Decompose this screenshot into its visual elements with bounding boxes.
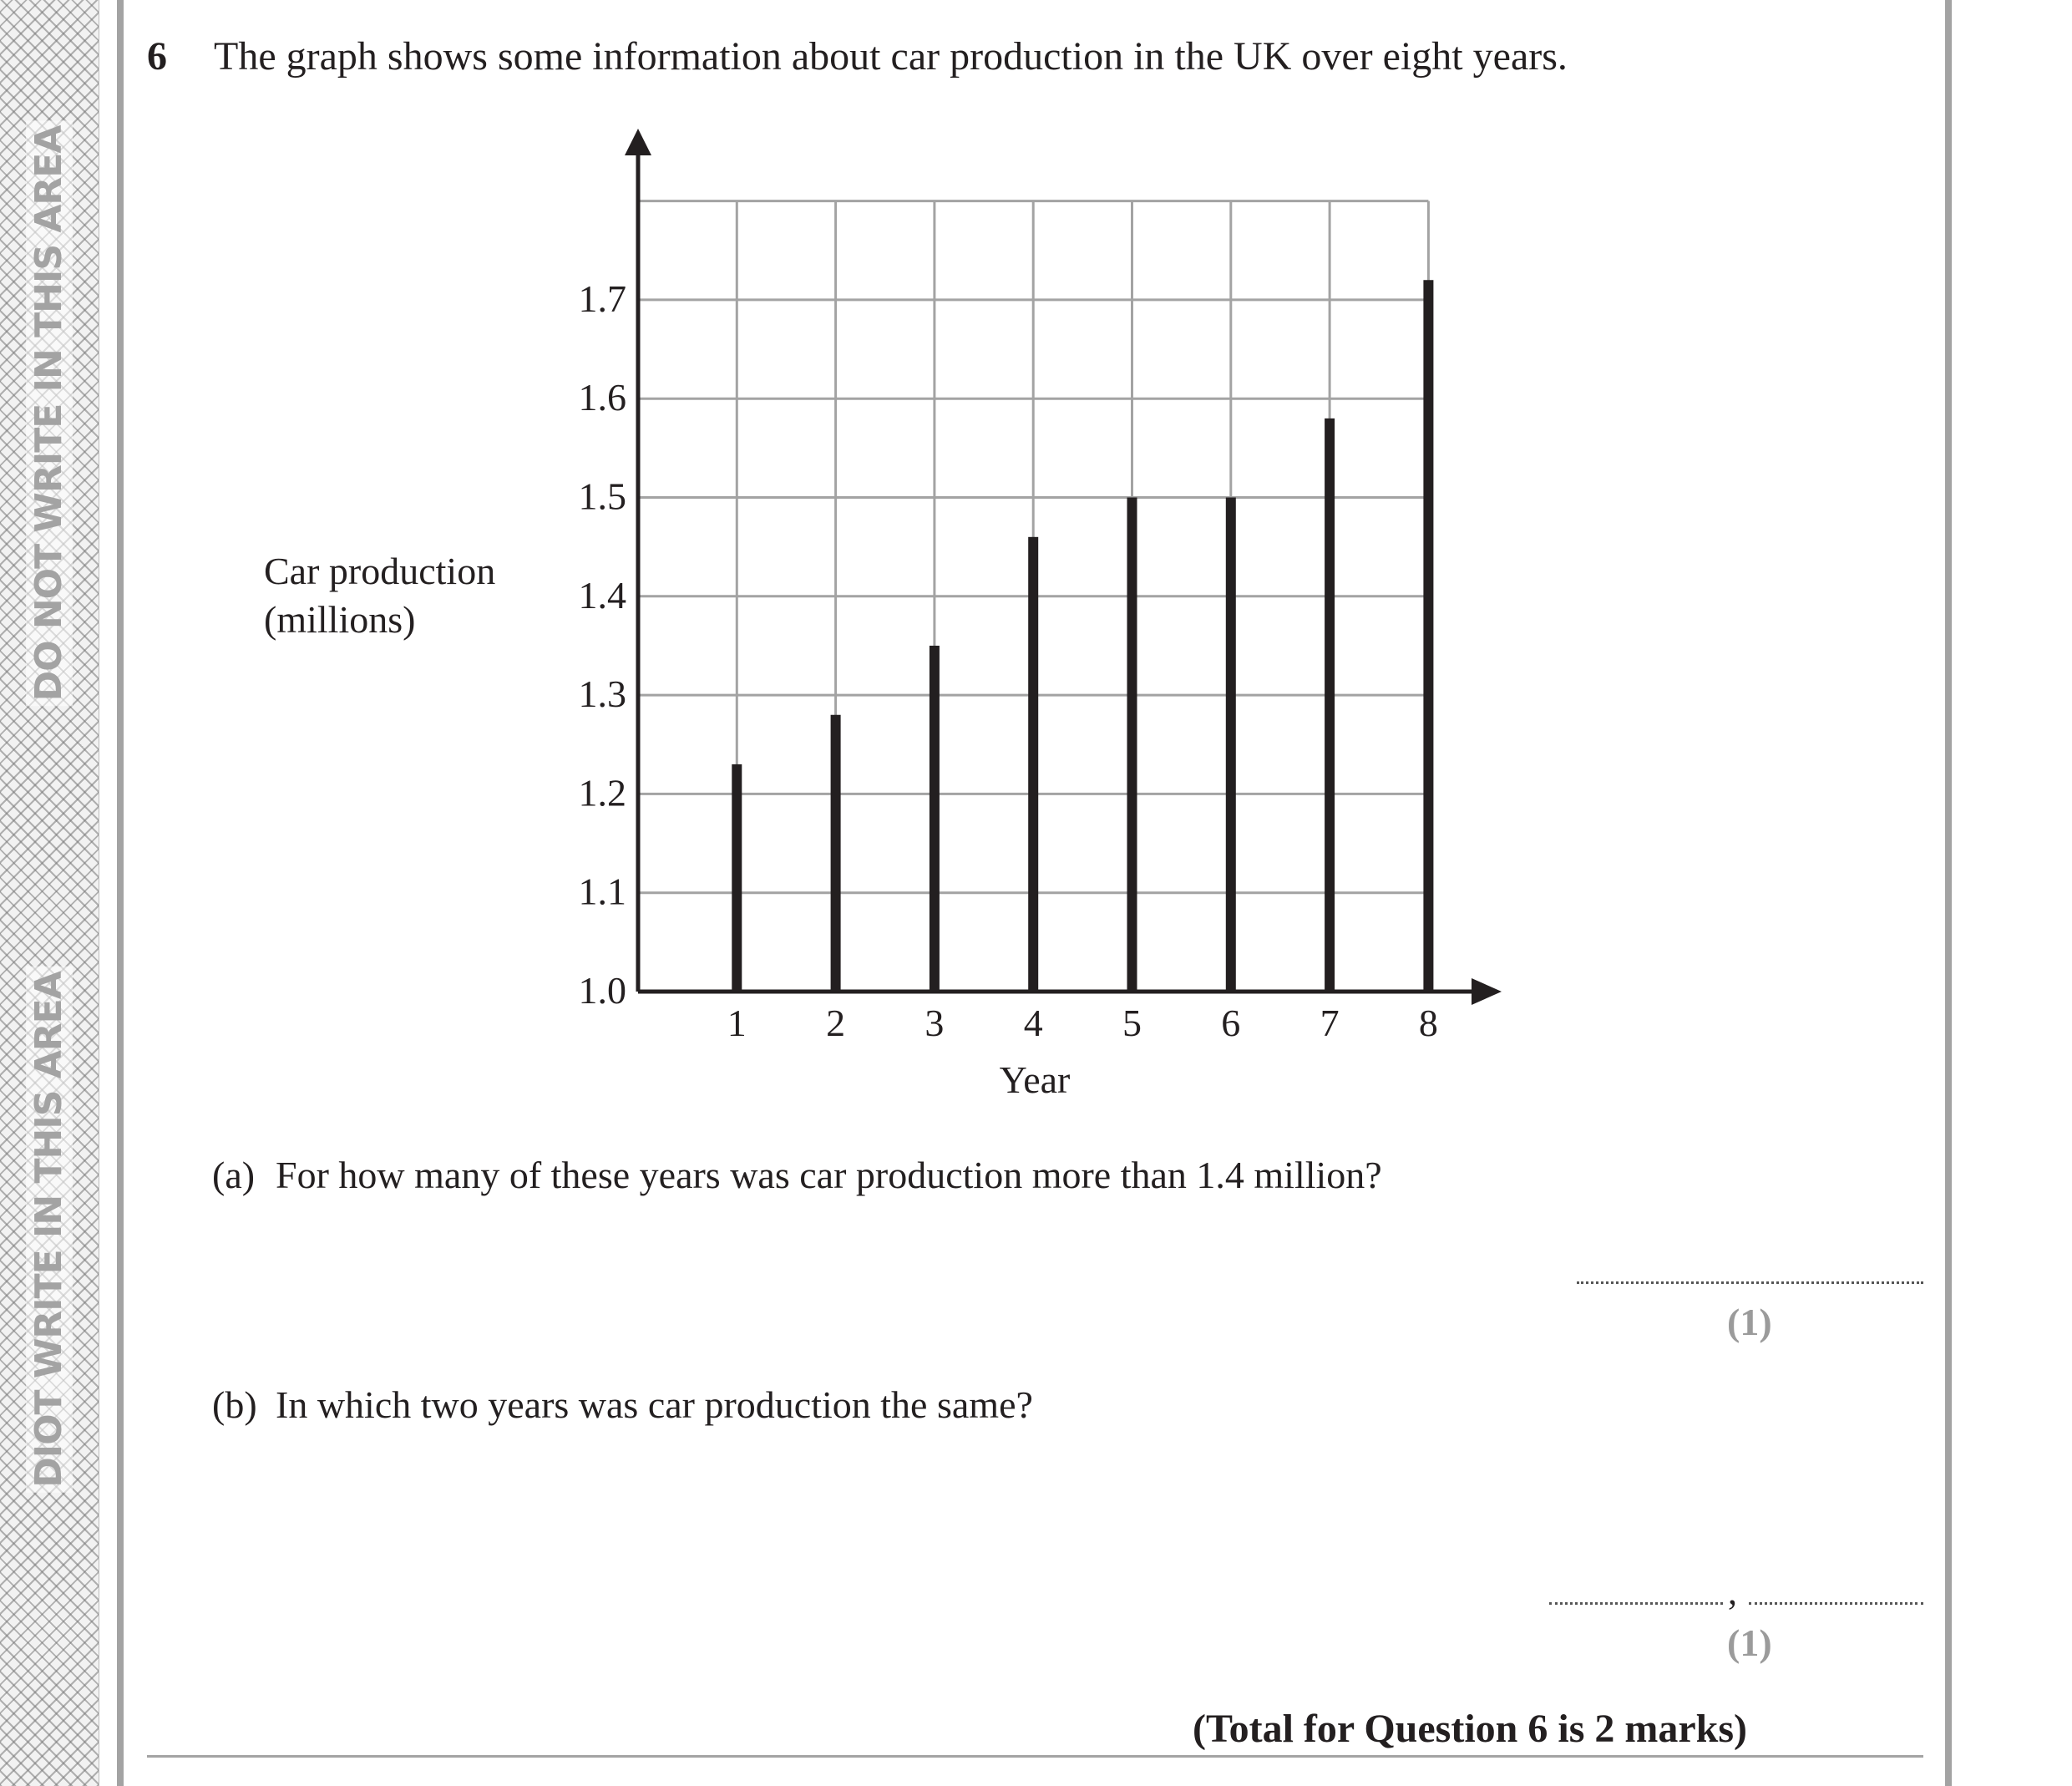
answer-line-b-second[interactable] (1749, 1602, 1923, 1605)
answer-separator: , (1728, 1571, 1737, 1612)
chart-tick-labels (579, 277, 1438, 1044)
part-a-mark: (1) (1727, 1301, 1772, 1343)
y-tick-label: 1.1 (578, 870, 626, 913)
chart-bars (732, 280, 1433, 992)
margin-warning-lower: DIOT WRITE IN THIS AREA (26, 967, 73, 1493)
x-tick-label: 7 (1320, 1002, 1340, 1044)
bar-year-2 (831, 715, 841, 992)
y-tick-label: 1.4 (578, 573, 626, 616)
bar-year-3 (930, 646, 940, 992)
x-axis-arrow (1472, 978, 1502, 1005)
part-b-text: In which two years was car production the same? (276, 1383, 1033, 1426)
question-text: The graph shows some information about car production in the UK over eight years. (214, 34, 1568, 79)
bottom-rule (147, 1755, 1923, 1758)
x-tick-label: 4 (1023, 1002, 1043, 1044)
bar-year-1 (732, 764, 742, 992)
part-a (212, 1153, 1382, 1197)
x-tick-label: 6 (1221, 1002, 1241, 1044)
y-axis-label-line-2: (millions) (264, 598, 416, 641)
part-a-text: For how many of these years was car production more than 1.4 million? (276, 1154, 1382, 1196)
bar-year-4 (1028, 537, 1038, 992)
bar-year-6 (1226, 498, 1236, 992)
y-axis-arrow (625, 129, 651, 155)
y-tick-label: 1.7 (578, 277, 626, 320)
margin-warning-upper: DO NOT WRITE IN THIS AREA (26, 121, 73, 707)
question-total: (Total for Question 6 is 2 marks) (1193, 1707, 1748, 1751)
y-axis-label-line-1: Car production (264, 550, 496, 592)
part-b (212, 1383, 1033, 1427)
answer-line-b-first[interactable] (1549, 1602, 1723, 1605)
y-tick-label: 1.3 (578, 672, 626, 716)
y-tick-label: 1.2 (578, 771, 626, 814)
x-tick-label: 5 (1122, 1002, 1142, 1044)
y-tick-label: 1.5 (578, 474, 626, 518)
y-tick-label: 1.6 (578, 376, 626, 419)
part-b-label: (b) (212, 1383, 257, 1426)
answer-line-a[interactable] (1577, 1281, 1923, 1284)
y-tick-label: 1.0 (578, 969, 626, 1012)
x-tick-label: 2 (826, 1002, 846, 1044)
x-tick-label: 3 (925, 1002, 945, 1044)
question-number: 6 (147, 34, 167, 79)
bar-year-5 (1127, 498, 1137, 992)
bar-year-8 (1423, 280, 1433, 992)
part-a-label: (a) (212, 1154, 256, 1196)
part-b-mark: (1) (1727, 1621, 1772, 1664)
chart-axes (625, 129, 1502, 1005)
x-tick-label: 1 (727, 1002, 747, 1044)
bar-year-7 (1325, 419, 1335, 992)
x-axis-label: Year (999, 1058, 1071, 1101)
x-tick-label: 8 (1418, 1002, 1438, 1044)
